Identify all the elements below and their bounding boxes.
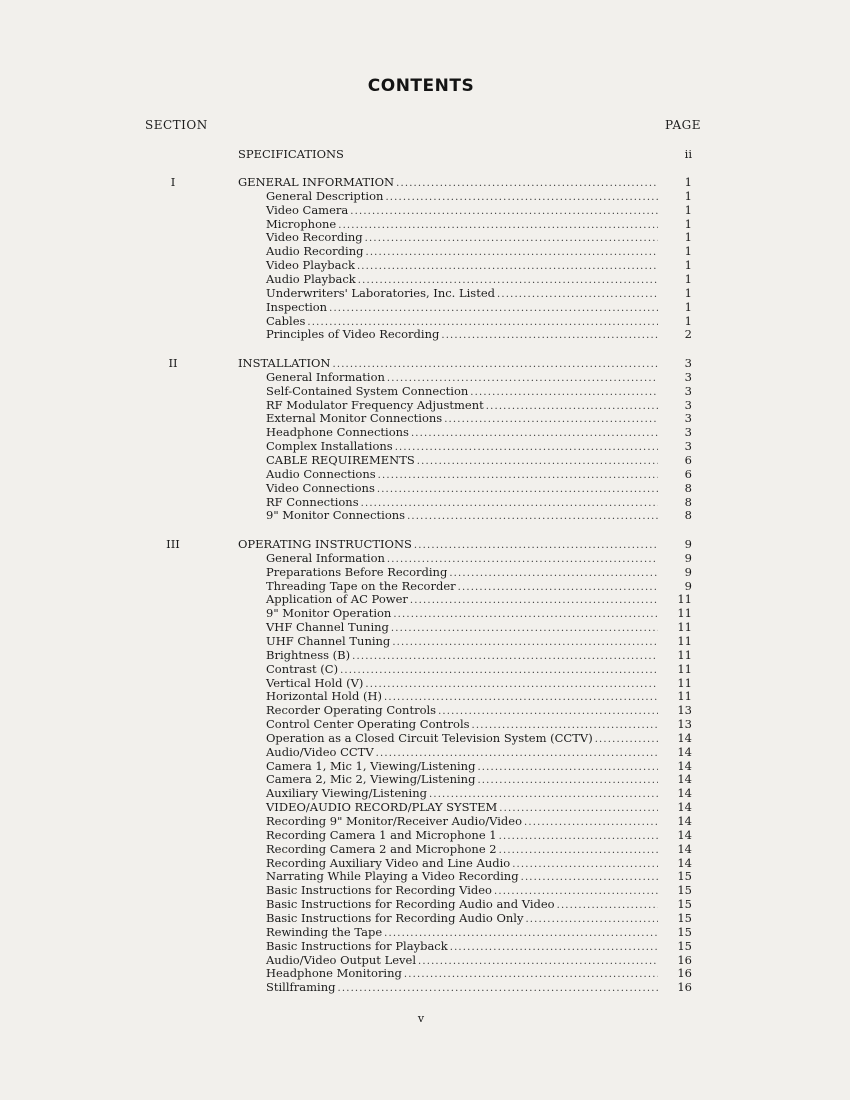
toc-entry-label: OPERATING INSTRUCTIONS: [238, 537, 412, 551]
toc-entry-label: Horizontal Hold (H): [266, 689, 382, 704]
toc-entry: [266, 370, 658, 384]
toc-entry-label: External Monitor Connections: [266, 411, 443, 426]
toc-entry-page: 1: [684, 175, 692, 189]
toc-entry: [266, 411, 658, 425]
toc-entry: [266, 759, 658, 773]
toc-entry: [266, 980, 658, 994]
toc-entry-page: 3: [684, 383, 692, 398]
toc-entry: [266, 883, 658, 897]
toc-entry-page: 11: [677, 661, 692, 676]
toc-entry-page: 14: [677, 786, 692, 801]
toc-entry: [266, 620, 658, 634]
toc-entry: [238, 147, 658, 161]
toc-entry-page: 3: [684, 411, 692, 426]
section-numeral: III: [166, 537, 180, 551]
toc-entry-label: RF Connections: [266, 494, 359, 509]
toc-entry-page: ii: [684, 147, 692, 161]
toc-entry-label: Narrating While Playing a Video Recording: [266, 869, 519, 884]
toc-entry-page: 8: [684, 480, 692, 495]
dot-leader: [338, 982, 659, 996]
toc-entry-page: 1: [684, 202, 692, 217]
toc-entry-label: Stillframing: [266, 980, 336, 995]
toc-entry-label: Audio/Video Output Level: [266, 952, 416, 967]
toc-entry: [266, 244, 658, 258]
toc-entry-page: 8: [684, 508, 692, 523]
toc-entry-label: 9" Monitor Operation: [266, 606, 392, 621]
toc-entry-label: Basic Instructions for Playback: [266, 938, 448, 953]
toc-entry-page: 3: [684, 439, 692, 454]
toc-entry-page: 3: [684, 369, 692, 384]
toc-entry: [266, 551, 658, 565]
toc-entry-label: Video Playback: [266, 258, 355, 273]
toc-entry-label: Preparations Before Recording: [266, 564, 448, 579]
toc-entry-page: 6: [684, 452, 692, 467]
toc-entry: [266, 579, 658, 593]
toc-entry-page: 2: [684, 327, 692, 342]
toc-entry-page: 3: [684, 425, 692, 440]
toc-entry-label: Application of AC Power: [266, 592, 408, 607]
toc-entry-page: 1: [684, 271, 692, 286]
section-column-header: SECTION: [145, 118, 208, 132]
toc-entry: [266, 856, 658, 870]
toc-entry: [266, 258, 658, 272]
toc-entry-label: Operation as a Closed Circuit Television System (CCTV): [266, 730, 593, 745]
toc-entry: [266, 772, 658, 786]
toc-entry-page: 14: [677, 730, 692, 745]
toc-entry-label: CABLE REQUIREMENTS: [266, 452, 415, 467]
toc-entry-label: Camera 2, Mic 2, Viewing/Listening: [266, 772, 476, 787]
toc-entry-label: Basic Instructions for Recording Video: [266, 883, 492, 898]
toc-entry: [266, 648, 658, 662]
toc-entry: [266, 592, 658, 606]
toc-entry-label: Principles of Video Recording: [266, 327, 440, 342]
toc-entry-page: 11: [677, 606, 692, 621]
toc-entry-label: Rewinding the Tape: [266, 924, 383, 939]
toc-entry-label: General Information: [266, 369, 385, 384]
toc-entry: [266, 953, 658, 967]
toc-entry-label: Contrast (C): [266, 661, 339, 676]
toc-entry-label: Audio/Video CCTV: [266, 744, 374, 759]
toc-entry: [266, 717, 658, 731]
toc-entry-page: 8: [684, 494, 692, 509]
toc-entry-label: Video Camera: [266, 202, 349, 217]
toc-entry: [266, 453, 658, 467]
toc-entry-page: 11: [677, 675, 692, 690]
section-numeral: I: [170, 175, 176, 189]
toc-entry-label: Headphone Monitoring: [266, 966, 402, 981]
toc-entry-label: VIDEO/AUDIO RECORD/PLAY SYSTEM: [266, 800, 498, 815]
toc-entry: [266, 869, 658, 883]
toc-entry-page: 14: [677, 744, 692, 759]
toc-entry-page: 14: [677, 814, 692, 828]
toc-entry-page: 11: [677, 647, 692, 662]
toc-entry-label: Recording Auxiliary Video and Line Audio: [266, 855, 511, 870]
toc-entry-page: 9: [684, 550, 692, 565]
toc-entry-page: 15: [677, 910, 692, 925]
toc-entry-label: Video Connections: [266, 480, 375, 495]
toc-entry: [266, 814, 658, 828]
toc-entry-page: 3: [684, 356, 692, 370]
toc-entry-page: 14: [677, 800, 692, 815]
toc-entry-page: 11: [677, 689, 692, 704]
toc-entry: [238, 537, 658, 551]
toc-entry-page: 1: [684, 188, 692, 203]
toc-entry-page: 1: [684, 299, 692, 314]
toc-entry: [266, 606, 658, 620]
toc-entry-page: 15: [677, 924, 692, 939]
toc-entry: [266, 786, 658, 800]
toc-entry: [266, 384, 658, 398]
toc-entry-page: 1: [684, 258, 692, 273]
toc-entry: [266, 439, 658, 453]
toc-entry-page: 16: [677, 966, 692, 981]
toc-entry-page: 1: [684, 216, 692, 231]
toc-entry-label: Audio Connections: [266, 466, 376, 481]
toc-entry-page: 16: [677, 980, 692, 995]
toc-entry-label: General Information: [266, 550, 385, 565]
page-title: CONTENTS: [367, 76, 475, 96]
toc-entry-page: 11: [677, 620, 692, 635]
dot-leader: [441, 329, 658, 343]
toc-entry-label: Recording Camera 2 and Microphone 2: [266, 841, 497, 856]
toc-entry-page: 14: [677, 841, 692, 856]
toc-entry-label: Recorder Operating Controls: [266, 703, 437, 718]
toc-entry: [266, 966, 658, 980]
toc-entry-page: 16: [677, 952, 692, 967]
toc-entry-label: Self-Contained System Connection: [266, 383, 469, 398]
toc-entry-label: GENERAL INFORMATION: [238, 175, 395, 189]
toc-entry: [266, 189, 658, 203]
toc-entry-page: 9: [684, 537, 692, 551]
toc-entry: [266, 925, 658, 939]
toc-entry-page: 1: [684, 244, 692, 259]
toc-entry: [266, 897, 658, 911]
toc-entry: [266, 467, 658, 481]
toc-entry: [266, 676, 658, 690]
toc-entry-label: Control Center Operating Controls: [266, 717, 470, 732]
toc-entry-label: Audio Recording: [266, 244, 364, 259]
toc-entry-page: 9: [684, 564, 692, 579]
toc-entry-label: Video Recording: [266, 230, 363, 245]
toc-entry-label: UHF Channel Tuning: [266, 633, 391, 648]
toc-entry: [238, 175, 658, 189]
toc-entry-label: Headphone Connections: [266, 425, 409, 440]
toc-entry: [266, 508, 658, 522]
toc-entry: [266, 398, 658, 412]
toc-entry: [266, 745, 658, 759]
toc-entry-label: Recording Camera 1 and Microphone 1: [266, 827, 497, 842]
toc-entry-page: 11: [677, 592, 692, 607]
toc-entry: [266, 703, 658, 717]
toc-entry: [266, 272, 658, 286]
toc-entry-label: Basic Instructions for Recording Audio Only: [266, 910, 524, 925]
toc-entry: [266, 939, 658, 953]
toc-entry: [238, 356, 658, 370]
toc-entry: [266, 911, 658, 925]
toc-entry: [266, 565, 658, 579]
toc-entry-label: Cables: [266, 313, 306, 328]
toc-entry: [266, 327, 658, 341]
toc-entry-label: Inspection: [266, 299, 328, 314]
page-number-footer: v: [417, 1012, 425, 1025]
toc-entry-label: Underwriters' Laboratories, Inc. Listed: [266, 285, 496, 300]
toc-entry-label: Vertical Hold (V): [266, 675, 364, 690]
page-column-header: PAGE: [665, 118, 701, 132]
toc-entry: [266, 800, 658, 814]
toc-entry: [266, 662, 658, 676]
toc-entry: [266, 481, 658, 495]
toc-entry-page: 15: [677, 869, 692, 884]
toc-entry-label: Auxiliary Viewing/Listening: [266, 786, 427, 801]
toc-entry: [266, 842, 658, 856]
toc-entry: [266, 230, 658, 244]
toc-entry-label: Complex Installations: [266, 439, 393, 454]
toc-entry-label: Brightness (B): [266, 647, 351, 662]
toc-entry-page: 14: [677, 827, 692, 842]
toc-entry-label: Basic Instructions for Recording Audio and Video: [266, 897, 555, 912]
toc-entry-page: 1: [684, 285, 692, 300]
toc-entry-page: 9: [684, 578, 692, 593]
dot-leader: [407, 510, 658, 524]
toc-entry-page: 3: [684, 397, 692, 412]
toc-entry-label: 9" Monitor Connections: [266, 508, 406, 523]
toc-entry-page: 14: [677, 772, 692, 787]
toc-entry-page: 13: [677, 703, 692, 718]
toc-entry-label: Recording 9" Monitor/Receiver Audio/Video: [266, 814, 523, 828]
toc-entry-label: VHF Channel Tuning: [266, 620, 389, 635]
section-numeral: II: [168, 356, 178, 370]
toc-entry: [266, 828, 658, 842]
toc-entry: [266, 300, 658, 314]
toc-entry-label: General Description: [266, 188, 384, 203]
toc-entry-label: Threading Tape on the Recorder: [266, 578, 456, 593]
toc-entry-label: Audio Playback: [266, 271, 356, 286]
toc-entry-label: INSTALLATION: [238, 356, 331, 370]
toc-entry-label: SPECIFICATIONS: [238, 147, 344, 161]
toc-entry: [266, 634, 658, 648]
toc-entry-page: 15: [677, 883, 692, 898]
toc-entry-page: 15: [677, 897, 692, 912]
toc-entry: [266, 495, 658, 509]
toc-entry-page: 13: [677, 717, 692, 732]
toc-entry: [266, 286, 658, 300]
toc-entry: [266, 217, 658, 231]
toc-entry: [266, 314, 658, 328]
toc-entry: [266, 203, 658, 217]
toc-entry-label: Microphone: [266, 216, 337, 231]
toc-entry: [266, 731, 658, 745]
toc-entry-page: 1: [684, 313, 692, 328]
toc-entry-page: 11: [677, 633, 692, 648]
toc-entry-page: 14: [677, 758, 692, 773]
toc-entry: [266, 689, 658, 703]
toc-entry-page: 14: [677, 855, 692, 870]
toc-entry-label: RF Modulator Frequency Adjustment: [266, 397, 484, 412]
toc-entry: [266, 425, 658, 439]
toc-entry-page: 15: [677, 938, 692, 953]
toc-entry-page: 1: [684, 230, 692, 245]
toc-entry-page: 6: [684, 466, 692, 481]
toc-entry-label: Camera 1, Mic 1, Viewing/Listening: [266, 758, 476, 773]
